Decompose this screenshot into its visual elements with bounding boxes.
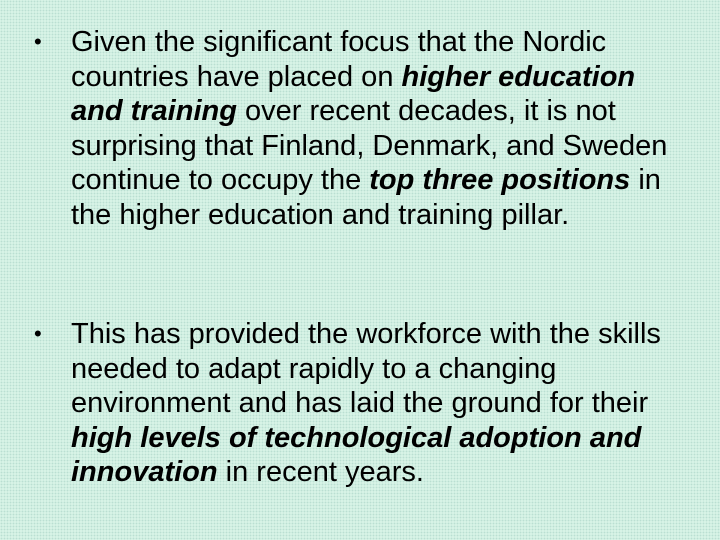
text-segment: in recent years. [217,456,424,488]
bullet-text [71,25,694,232]
emphasized-text: high levels of technological adoption and innovation [71,421,642,488]
text-segment: Given the significant focus that the Nordic countries have placed on [71,26,607,93]
text-segment: This has provided the workforce with the skills needed to adapt rapidly to a changing environment and has laid the ground for their [71,318,661,419]
bullet-item-nordic-focus [34,25,694,232]
emphasized-text: top three positions [369,164,631,196]
emphasized-text: higher education and training [71,60,636,127]
text-segment: over recent decades, it is not surprising that Finland, Denmark, and Sweden continue to occupy the [71,95,668,196]
bullet-text [71,317,694,490]
bullet-icon: • [34,321,42,346]
bullet-item-workforce-skills [34,317,694,490]
text-segment: in the higher education and training pillar. [71,164,661,231]
bullet-icon: • [34,29,42,54]
